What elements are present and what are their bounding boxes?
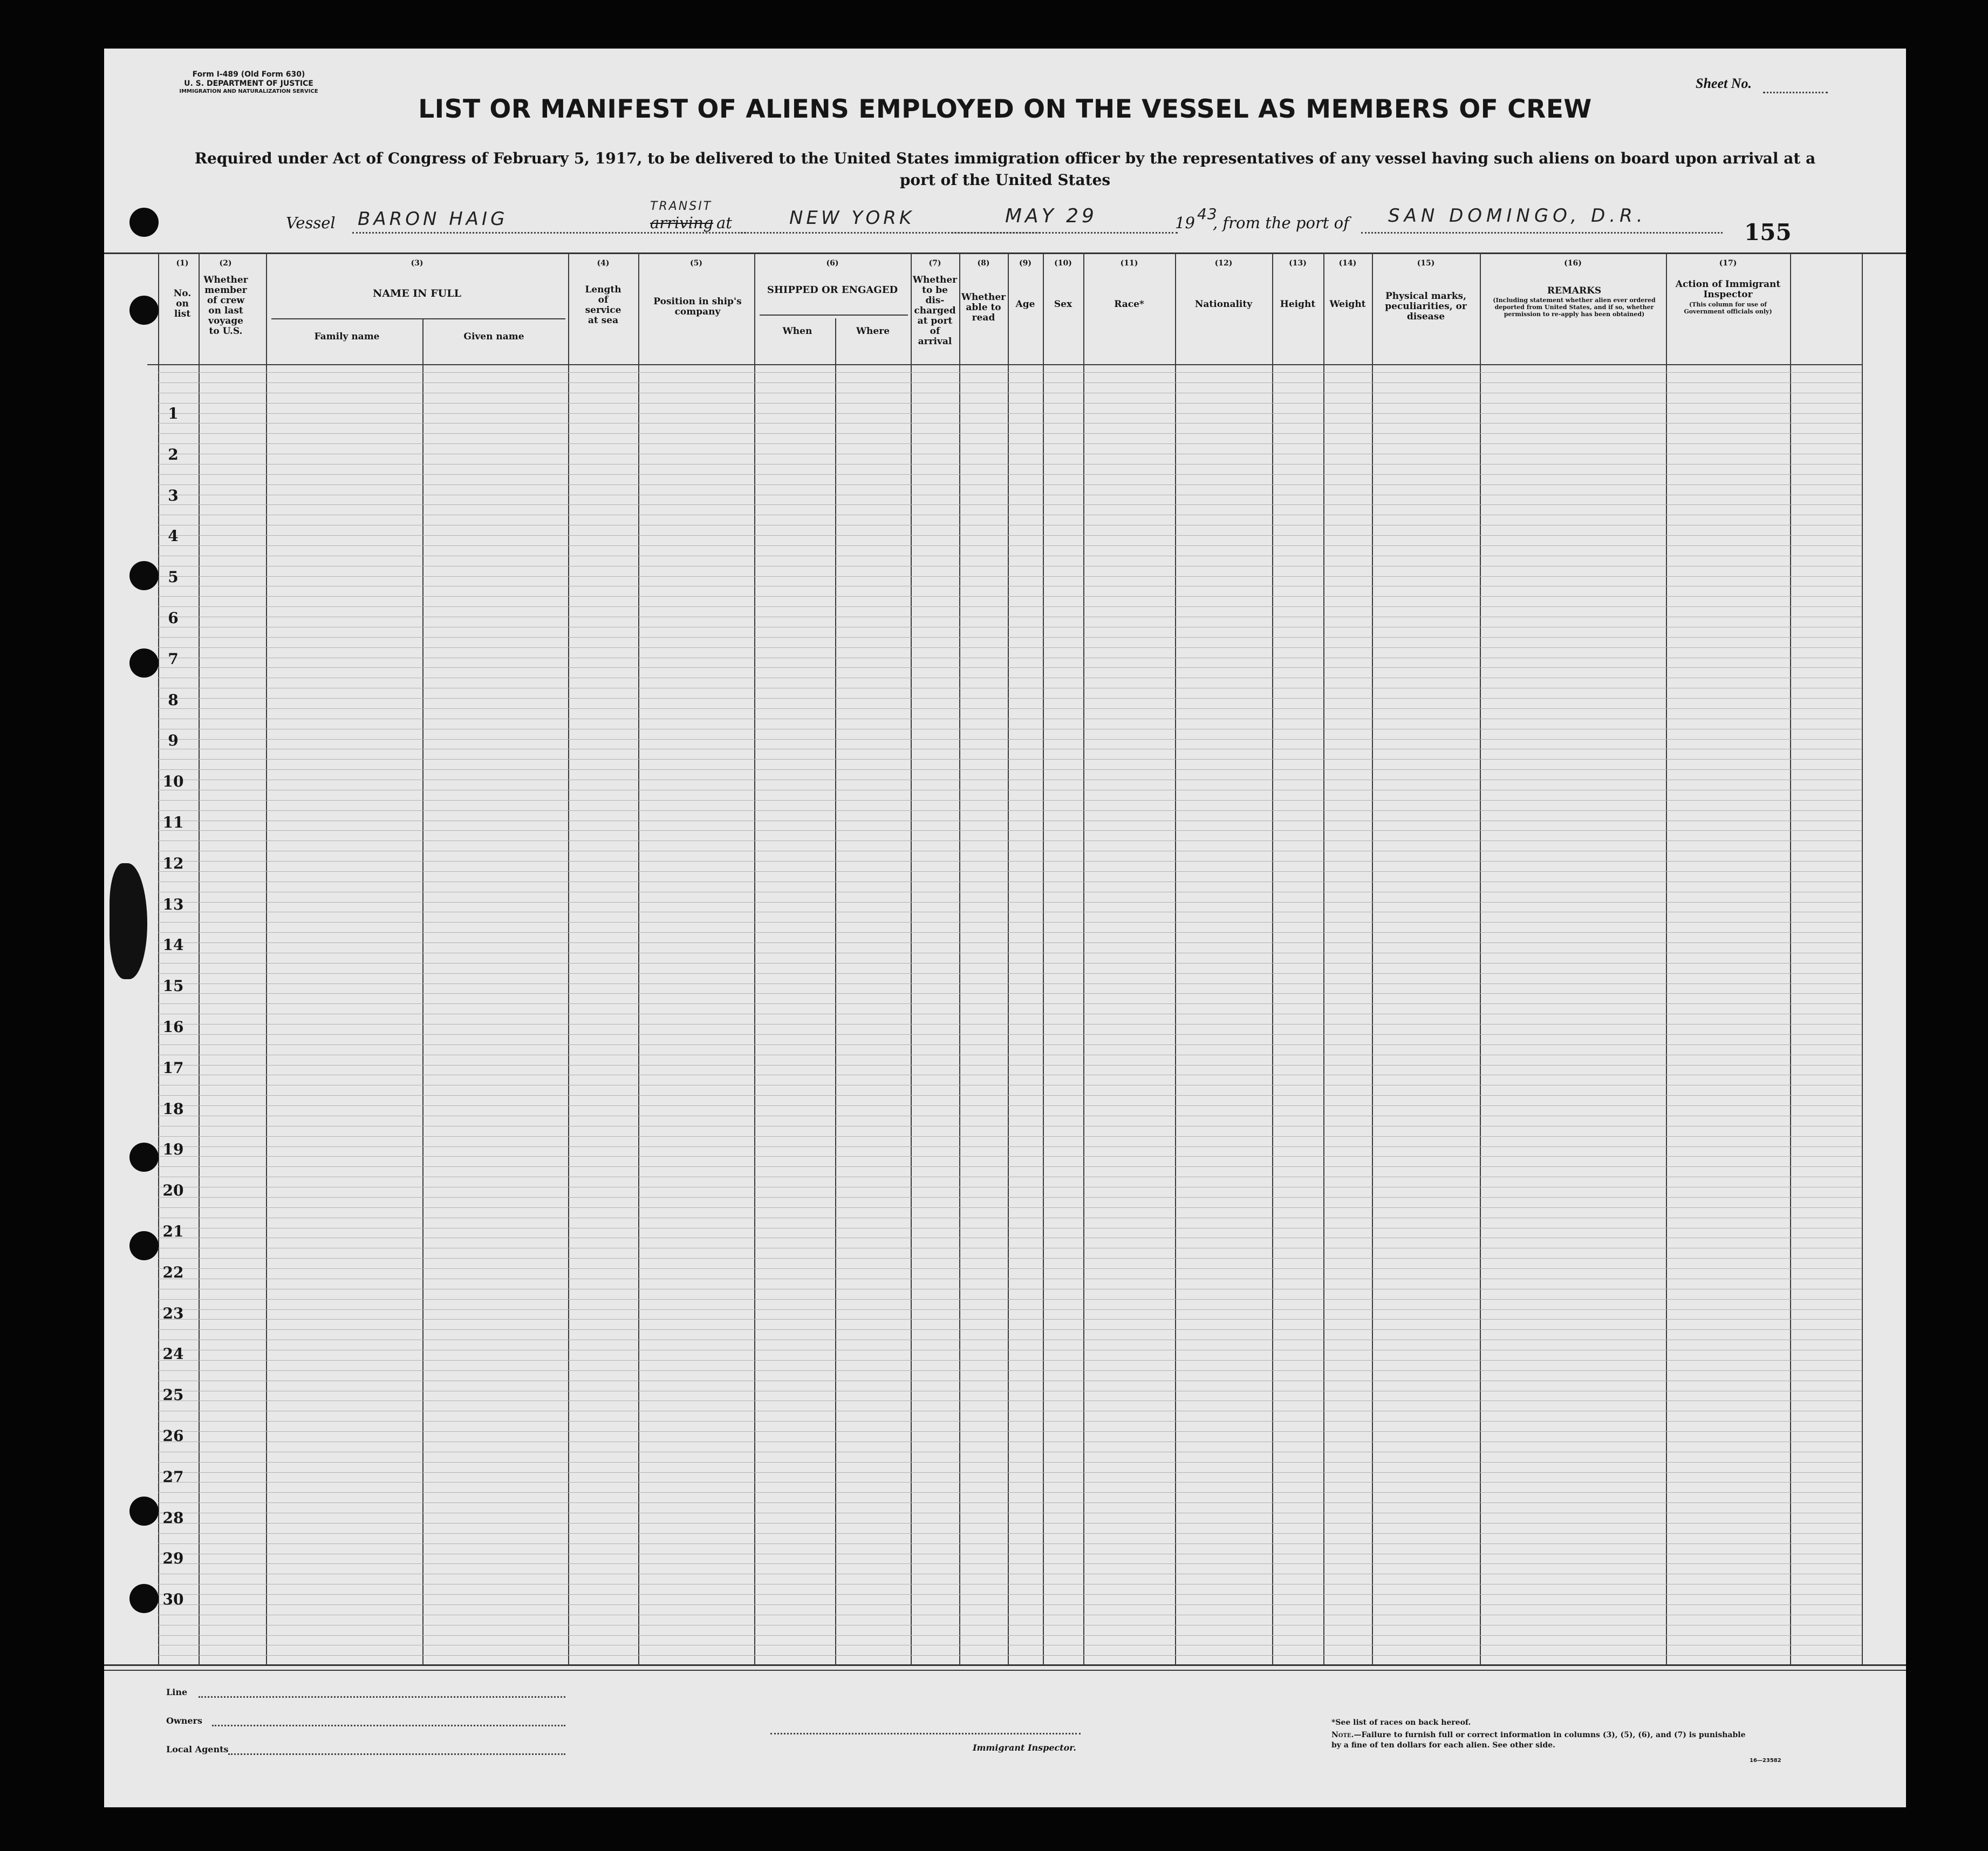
row-number: 30 bbox=[162, 1590, 184, 1608]
row-rule bbox=[158, 1136, 1862, 1137]
row-rule bbox=[158, 1370, 1862, 1371]
row-rule bbox=[158, 1543, 1862, 1544]
row-number: 20 bbox=[162, 1181, 184, 1199]
row-rule bbox=[158, 1258, 1862, 1259]
row-number: 24 bbox=[162, 1345, 184, 1363]
owners-field[interactable] bbox=[212, 1718, 565, 1726]
row-number: 1 bbox=[168, 405, 179, 422]
row-rule bbox=[158, 759, 1862, 760]
row-rule bbox=[158, 942, 1862, 943]
row-rule bbox=[158, 443, 1862, 444]
row-rule bbox=[158, 474, 1862, 475]
name-subheader-rule bbox=[271, 318, 565, 319]
local-agents-field[interactable] bbox=[228, 1747, 565, 1755]
binder-hole bbox=[129, 1497, 159, 1526]
row-rule bbox=[158, 1431, 1862, 1432]
row-number: 7 bbox=[168, 650, 179, 668]
row-rule bbox=[158, 372, 1862, 373]
col-3-heading: NAME IN FULL bbox=[373, 288, 461, 299]
row-rule bbox=[158, 484, 1862, 485]
row-rule bbox=[158, 1146, 1862, 1147]
sheet-no-field[interactable] bbox=[1763, 80, 1828, 93]
row-rule bbox=[158, 1533, 1862, 1534]
table-bottom-border bbox=[104, 1664, 1906, 1666]
col-5-num: (5) bbox=[690, 259, 702, 268]
form-number: Form I-489 (Old Form 630) bbox=[192, 70, 305, 79]
col-13-num: (13) bbox=[1289, 259, 1307, 268]
col-1-num: (1) bbox=[176, 259, 189, 268]
row-rule bbox=[158, 1003, 1862, 1004]
row-rule bbox=[158, 810, 1862, 811]
from-port-label: , from the port of bbox=[1213, 214, 1349, 232]
col-16-note: (Including statement whether alien ever ordered deported from United States, and if so, whether permission to re-apply has been obtained) bbox=[1493, 297, 1656, 318]
race-note: *See list of races on back hereof. bbox=[1331, 1718, 1471, 1727]
row-rule bbox=[158, 1594, 1862, 1595]
row-rule bbox=[158, 1329, 1862, 1330]
row-number: 29 bbox=[162, 1549, 184, 1567]
col-17-note: (This column for use of Government officials only) bbox=[1684, 301, 1772, 315]
col-17-heading: Action of Immigrant Inspector bbox=[1675, 279, 1781, 300]
row-rule bbox=[158, 1166, 1862, 1167]
table-top-border bbox=[104, 252, 1906, 254]
row-rule bbox=[158, 464, 1862, 465]
col-10-heading: Sex bbox=[1054, 299, 1072, 310]
col-15-num: (15) bbox=[1417, 259, 1435, 268]
col-6-num: (6) bbox=[826, 259, 839, 268]
row-rule bbox=[158, 1604, 1862, 1605]
row-number: 10 bbox=[162, 773, 184, 790]
col-6-heading: SHIPPED OR ENGAGED bbox=[767, 284, 898, 296]
row-rule bbox=[158, 606, 1862, 607]
row-rule bbox=[158, 1482, 1862, 1483]
row-rule bbox=[158, 1309, 1862, 1310]
column-divider bbox=[1862, 252, 1863, 1664]
col-9-heading: Age bbox=[1015, 299, 1035, 310]
header-bottom-border bbox=[147, 364, 1863, 365]
binder-hole bbox=[129, 1143, 159, 1172]
at-label: at bbox=[716, 214, 732, 232]
row-rule bbox=[158, 1197, 1862, 1198]
col-8-num: (8) bbox=[977, 259, 990, 268]
port-name: NEW YORK bbox=[789, 207, 915, 229]
row-rule bbox=[158, 403, 1862, 404]
row-number: 27 bbox=[162, 1468, 184, 1486]
row-number: 3 bbox=[168, 487, 179, 504]
row-rule bbox=[158, 1095, 1862, 1096]
col-15-heading: Physical marks, peculiarities, or disease bbox=[1385, 291, 1467, 322]
col-17-num: (17) bbox=[1719, 259, 1737, 268]
row-rule bbox=[158, 647, 1862, 648]
row-rule bbox=[158, 932, 1862, 933]
row-number: 8 bbox=[168, 691, 179, 709]
row-rule bbox=[158, 1655, 1862, 1656]
row-rule bbox=[158, 902, 1862, 903]
row-rule bbox=[158, 423, 1862, 424]
row-rule bbox=[158, 1156, 1862, 1157]
col-2-heading: Whether member of crew on last voyage to U.S. bbox=[203, 275, 248, 337]
shipped-subheader-rule bbox=[760, 315, 908, 316]
row-rule bbox=[158, 1492, 1862, 1493]
date-value: MAY 29 bbox=[1005, 205, 1097, 227]
row-rule bbox=[158, 871, 1862, 872]
given-name-heading: Given name bbox=[463, 331, 524, 342]
col-16-heading: REMARKS bbox=[1547, 285, 1602, 296]
row-rule bbox=[158, 963, 1862, 964]
line-field[interactable] bbox=[199, 1690, 565, 1698]
row-number: 6 bbox=[168, 609, 179, 627]
subtitle-line-1: Required under Act of Congress of February 5, 1917, to be delivered to the United States immigration officer by the representatives of any vessel having such aliens on board upon arrival at a bbox=[194, 149, 1816, 167]
col-13-heading: Height bbox=[1280, 299, 1316, 310]
col-11-num: (11) bbox=[1120, 259, 1138, 268]
row-number: 15 bbox=[162, 977, 184, 995]
manifest-sheet bbox=[104, 49, 1906, 1807]
row-rule bbox=[158, 830, 1862, 831]
family-name-heading: Family name bbox=[314, 331, 380, 342]
binder-hole bbox=[129, 1231, 159, 1260]
row-number: 17 bbox=[162, 1059, 184, 1077]
col-8-heading: Whether able to read bbox=[961, 292, 1006, 323]
row-rule bbox=[158, 535, 1862, 536]
col-12-num: (12) bbox=[1214, 259, 1233, 268]
note-text: —Failure to furnish full or correct information in columns (3), (5), (6), and (7) is punishable by a fine of ten dollars for each alien. See other side. bbox=[1331, 1731, 1746, 1750]
origin-port: SAN DOMINGO, D.R. bbox=[1388, 205, 1647, 227]
col-10-num: (10) bbox=[1054, 259, 1072, 268]
inspector-label: Immigrant Inspector. bbox=[973, 1743, 1076, 1753]
col-14-heading: Weight bbox=[1329, 299, 1366, 310]
local-agents-label: Local Agents bbox=[166, 1744, 229, 1754]
row-rule bbox=[158, 769, 1862, 770]
transit-annotation: TRANSIT bbox=[650, 200, 713, 213]
row-rule bbox=[158, 708, 1862, 709]
row-rule bbox=[158, 1462, 1862, 1463]
row-rule bbox=[158, 922, 1862, 923]
binder-hole bbox=[129, 561, 159, 590]
row-rule bbox=[158, 983, 1862, 984]
row-rule bbox=[158, 739, 1862, 740]
row-number: 12 bbox=[162, 855, 184, 872]
row-number: 11 bbox=[162, 814, 184, 831]
row-number: 18 bbox=[162, 1100, 184, 1118]
binder-hole bbox=[129, 296, 159, 325]
row-rule bbox=[158, 1034, 1862, 1035]
row-rule bbox=[158, 1360, 1862, 1361]
row-rule bbox=[158, 698, 1862, 699]
row-rule bbox=[158, 596, 1862, 597]
row-rule bbox=[158, 637, 1862, 638]
penalty-note bbox=[1331, 1730, 1752, 1751]
row-number: 21 bbox=[162, 1222, 184, 1240]
year-suffix: 43 bbox=[1197, 205, 1218, 223]
col-11-heading: Race* bbox=[1114, 299, 1144, 310]
row-rule bbox=[158, 973, 1862, 974]
row-number: 26 bbox=[162, 1427, 184, 1445]
row-rule bbox=[158, 800, 1862, 801]
row-rule bbox=[158, 1502, 1862, 1503]
row-rule bbox=[158, 1472, 1862, 1473]
row-rule bbox=[158, 433, 1862, 434]
line-label: Line bbox=[166, 1687, 188, 1697]
row-rule bbox=[158, 413, 1862, 414]
subtitle-line-2: port of the United States bbox=[899, 171, 1111, 189]
row-rule bbox=[158, 1105, 1862, 1106]
inspector-signature-field[interactable] bbox=[770, 1726, 1081, 1734]
arriving-struck-text: arriving bbox=[650, 214, 714, 232]
col-7-num: (7) bbox=[928, 259, 941, 268]
col-16-num: (16) bbox=[1564, 259, 1582, 268]
department-name: U. S. DEPARTMENT OF JUSTICE bbox=[184, 79, 313, 88]
table-bottom-border-2 bbox=[104, 1670, 1906, 1671]
col-5-heading: Position in ship's company bbox=[653, 296, 742, 317]
row-number: 25 bbox=[162, 1386, 184, 1404]
binder-hole bbox=[129, 208, 159, 237]
stamp-number: 155 bbox=[1744, 219, 1792, 245]
row-number: 5 bbox=[168, 568, 179, 586]
sheet-no-label: Sheet No. bbox=[1696, 76, 1752, 91]
owners-label: Owners bbox=[166, 1716, 202, 1726]
row-rule bbox=[158, 545, 1862, 546]
col-4-num: (4) bbox=[597, 259, 610, 268]
row-rule bbox=[158, 861, 1862, 862]
row-number: 13 bbox=[162, 896, 184, 913]
service-name: IMMIGRATION AND NATURALIZATION SERVICE bbox=[179, 88, 318, 94]
col-1-heading: No. on list bbox=[173, 288, 192, 319]
row-rule bbox=[158, 576, 1862, 577]
row-rule bbox=[158, 1299, 1862, 1300]
col-2-num: (2) bbox=[219, 259, 232, 268]
page-title: LIST OR MANIFEST OF ALIENS EMPLOYED ON THE VESSEL AS MEMBERS OF CREW bbox=[418, 94, 1592, 124]
row-rule bbox=[158, 667, 1862, 668]
row-rule bbox=[158, 1421, 1862, 1422]
col-4-heading: Length of service at sea bbox=[585, 284, 621, 326]
col-14-num: (14) bbox=[1338, 259, 1357, 268]
note-label: Note. bbox=[1331, 1731, 1354, 1739]
row-number: 14 bbox=[162, 936, 184, 954]
binder-hole bbox=[129, 1584, 159, 1613]
row-rule bbox=[158, 1635, 1862, 1636]
col-3-num: (3) bbox=[411, 259, 423, 268]
row-rule bbox=[158, 993, 1862, 994]
row-rule bbox=[158, 1523, 1862, 1524]
col-7-heading: Whether to be dis-charged at port of arrival bbox=[912, 275, 958, 347]
form-code: 16—23582 bbox=[1750, 1758, 1781, 1764]
year-prefix: 19 bbox=[1175, 214, 1195, 232]
when-heading: When bbox=[782, 326, 812, 337]
row-rule bbox=[158, 504, 1862, 505]
col-9-num: (9) bbox=[1019, 259, 1031, 268]
row-rule bbox=[158, 1319, 1862, 1320]
col-12-heading: Nationality bbox=[1194, 299, 1253, 310]
row-number: 16 bbox=[162, 1018, 184, 1036]
row-number: 9 bbox=[168, 732, 179, 749]
row-number: 2 bbox=[168, 446, 179, 463]
row-rule bbox=[158, 1268, 1862, 1269]
row-number: 23 bbox=[162, 1304, 184, 1322]
binder-hole bbox=[129, 648, 159, 678]
row-number: 28 bbox=[162, 1509, 184, 1527]
row-number: 4 bbox=[168, 527, 179, 545]
where-heading: Where bbox=[856, 326, 890, 337]
row-number: 22 bbox=[162, 1263, 184, 1281]
row-rule bbox=[158, 1563, 1862, 1564]
vessel-name: BARON HAIG bbox=[358, 208, 508, 230]
vessel-label: Vessel bbox=[286, 214, 336, 232]
row-rule bbox=[158, 1044, 1862, 1045]
row-rule bbox=[158, 1207, 1862, 1208]
row-number: 19 bbox=[162, 1140, 184, 1158]
